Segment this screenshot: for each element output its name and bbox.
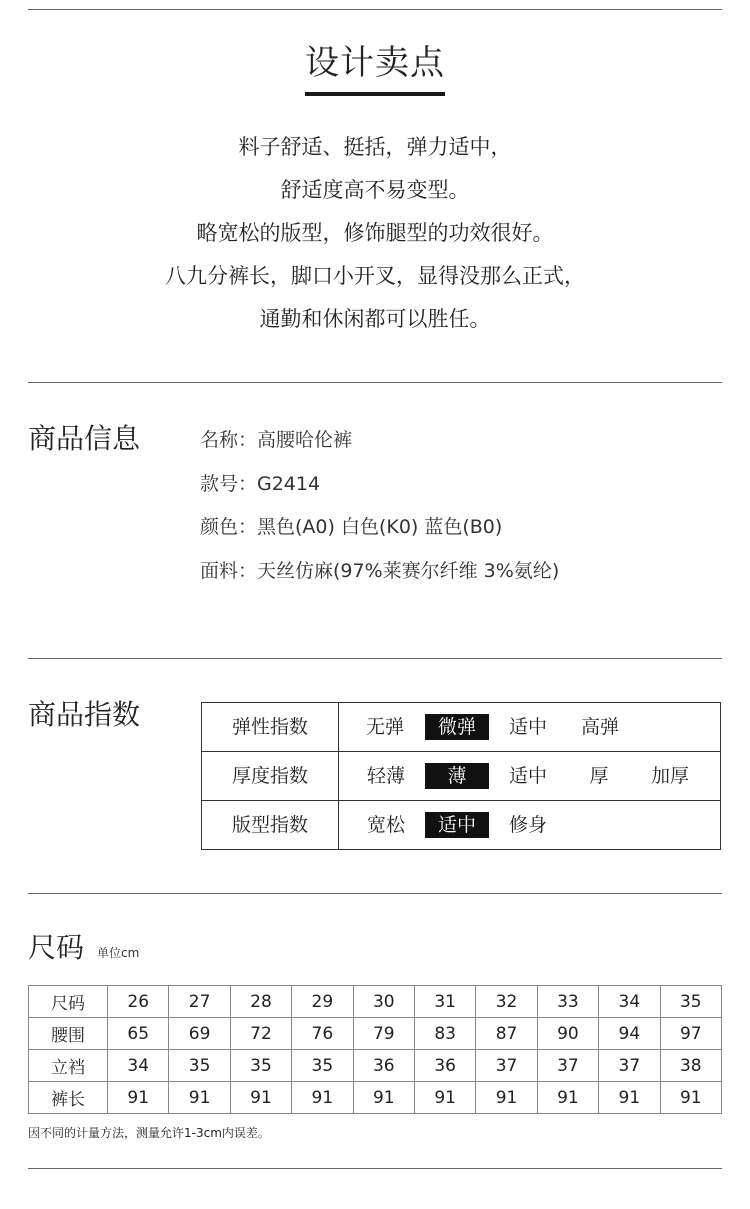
table-cell: 35 [292, 1050, 353, 1082]
info-colors: 颜色：黑色(A0) 白色(K0) 蓝色(B0) [200, 516, 503, 538]
index-option-selected: 薄 [425, 763, 489, 789]
bottom-divider [28, 1168, 722, 1169]
table-cell: 34 [108, 1050, 169, 1082]
table-cell: 35 [230, 1050, 291, 1082]
index-row-elasticity [202, 703, 720, 751]
index-option: 无弹 [365, 716, 404, 738]
index-label: 版型指数 [202, 801, 339, 849]
table-row-header: 立裆 [29, 1050, 108, 1082]
table-row [29, 1018, 722, 1050]
table-cell: 79 [353, 1018, 414, 1050]
size-note: 因不同的计量方法，测量允许1-3cm内误差。 [28, 1126, 270, 1140]
index-row-fit [202, 800, 720, 849]
index-label: 弹性指数 [202, 703, 339, 751]
design-section-title: 设计卖点 [305, 43, 445, 83]
design-description [0, 126, 750, 341]
table-cell: 90 [537, 1018, 598, 1050]
design-line: 料子舒适、挺括，弹力适中， [238, 135, 512, 159]
index-option: 加厚 [650, 765, 689, 787]
table-cell: 29 [292, 986, 353, 1018]
table-cell: 36 [414, 1050, 475, 1082]
table-cell: 94 [599, 1018, 660, 1050]
table-cell: 97 [660, 1018, 721, 1050]
table-cell: 37 [537, 1050, 598, 1082]
design-line: 通勤和休闲都可以胜任。 [259, 307, 491, 331]
index-option: 宽松 [366, 814, 405, 836]
section-divider [28, 382, 722, 383]
table-cell: 34 [599, 986, 660, 1018]
design-line: 略宽松的版型，修饰腿型的功效很好。 [196, 221, 554, 245]
table-cell: 91 [537, 1082, 598, 1114]
section-divider [28, 658, 722, 659]
size-section-title: 尺码 [28, 931, 85, 964]
table-cell: 72 [230, 1018, 291, 1050]
design-line: 舒适度高不易变型。 [280, 178, 470, 202]
index-row-thickness [202, 751, 720, 800]
table-cell: 37 [476, 1050, 537, 1082]
table-cell: 31 [414, 986, 475, 1018]
index-option: 适中 [508, 716, 547, 738]
size-unit-label: 单位cm [97, 946, 140, 960]
table-cell: 35 [660, 986, 721, 1018]
index-option: 高弹 [580, 716, 619, 738]
table-row [29, 1050, 722, 1082]
table-cell: 65 [108, 1018, 169, 1050]
index-option: 厚 [589, 765, 609, 787]
info-list [200, 420, 559, 594]
table-cell: 28 [230, 986, 291, 1018]
table-cell: 27 [169, 986, 230, 1018]
table-cell: 33 [537, 986, 598, 1018]
table-cell: 76 [292, 1018, 353, 1050]
table-row-header: 腰围 [29, 1018, 108, 1050]
table-row [29, 986, 722, 1018]
table-cell: 35 [169, 1050, 230, 1082]
table-cell: 91 [292, 1082, 353, 1114]
design-title-underline [305, 92, 445, 96]
section-divider [28, 893, 722, 894]
info-name: 名称：高腰哈伦裤 [200, 429, 353, 451]
table-cell: 91 [660, 1082, 721, 1114]
index-option: 适中 [508, 765, 547, 787]
table-cell: 30 [353, 986, 414, 1018]
table-cell: 83 [414, 1018, 475, 1050]
table-cell: 91 [476, 1082, 537, 1114]
index-section-title: 商品指数 [28, 698, 141, 731]
design-line: 八九分裤长，脚口小开叉，显得没那么正式， [165, 264, 585, 288]
table-cell: 32 [476, 986, 537, 1018]
index-option: 轻薄 [366, 765, 405, 787]
size-table [28, 985, 722, 1114]
table-cell: 38 [660, 1050, 721, 1082]
info-style-number: 款号：G2414 [200, 472, 321, 495]
table-cell: 91 [414, 1082, 475, 1114]
table-cell: 87 [476, 1018, 537, 1050]
table-cell: 69 [169, 1018, 230, 1050]
table-cell: 36 [353, 1050, 414, 1082]
table-row-header: 尺码 [29, 986, 108, 1018]
index-option-selected: 微弹 [425, 714, 489, 740]
index-table [201, 702, 721, 850]
table-cell: 91 [169, 1082, 230, 1114]
table-cell: 91 [108, 1082, 169, 1114]
table-row [29, 1082, 722, 1114]
info-section-title: 商品信息 [28, 422, 141, 455]
table-cell: 37 [599, 1050, 660, 1082]
index-option-selected: 适中 [425, 812, 489, 838]
info-fabric: 面料：天丝仿麻(97%莱赛尔纤维 3%氨纶) [200, 559, 560, 582]
table-cell: 26 [108, 986, 169, 1018]
index-label: 厚度指数 [202, 752, 339, 800]
table-row-header: 裤长 [29, 1082, 108, 1114]
top-divider [28, 9, 722, 10]
index-option: 修身 [508, 814, 547, 836]
table-cell: 91 [353, 1082, 414, 1114]
table-cell: 91 [230, 1082, 291, 1114]
table-cell: 91 [599, 1082, 660, 1114]
